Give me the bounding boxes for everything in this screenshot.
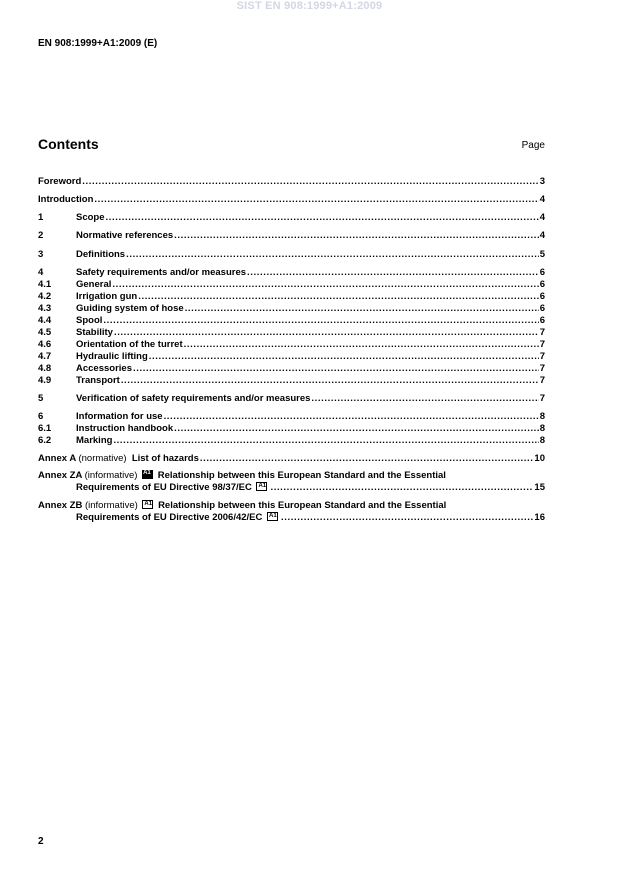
- toc-entry-orientation-turret[interactable]: [38, 339, 545, 350]
- amendment-end-marker-icon: A1: [258, 483, 267, 489]
- annex-type: (informative): [84, 500, 138, 511]
- toc-number: 2: [38, 230, 44, 241]
- annex-prefix: Annex A: [38, 453, 76, 464]
- toc-title: Instruction handbook: [76, 423, 174, 434]
- toc-entry-normative-references[interactable]: [38, 230, 545, 241]
- toc-entry-instruction-handbook[interactable]: [38, 423, 545, 434]
- toc-page: 6: [539, 267, 545, 278]
- toc-leader: [174, 423, 539, 434]
- toc-number: 6.1: [38, 423, 52, 434]
- amendment-end-marker-icon: A1: [269, 513, 277, 519]
- toc-number: 5: [38, 393, 44, 404]
- amendment-start-marker-icon: A1: [142, 470, 153, 479]
- watermark: SIST EN 908:1999+A1:2009: [236, 0, 383, 12]
- annex-heading: [38, 453, 199, 464]
- page-number: 2: [38, 836, 44, 847]
- toc-entry-irrigation-gun[interactable]: [38, 291, 545, 302]
- toc-leader: [311, 393, 538, 404]
- toc-leader: [112, 279, 538, 290]
- toc-page: 7: [539, 351, 545, 362]
- toc-entry-foreword[interactable]: [38, 176, 545, 187]
- toc-entry-transport[interactable]: [38, 375, 545, 386]
- annex-type: (informative): [84, 470, 138, 481]
- toc-page: 6: [539, 315, 545, 326]
- toc-page: 10: [534, 453, 545, 464]
- toc-entry-spool[interactable]: [38, 315, 545, 326]
- annex-title: Relationship between this European Standard and the Essential: [157, 470, 446, 481]
- toc-number: 4.1: [38, 279, 52, 290]
- toc-title: Normative references: [76, 230, 174, 241]
- toc-title: Safety requirements and/or measures: [76, 267, 247, 278]
- toc-entry-introduction[interactable]: [38, 194, 545, 205]
- annex-prefix: Annex ZA: [38, 470, 82, 481]
- toc-page: 5: [539, 249, 545, 260]
- toc-title: Foreword: [38, 176, 82, 187]
- toc-page: 16: [534, 512, 545, 523]
- toc-page: 15: [534, 482, 545, 493]
- amendment-start-marker-icon: A1: [144, 501, 153, 507]
- toc-number: 6: [38, 411, 44, 422]
- toc-entry-annex-zb-line1[interactable]: [38, 500, 446, 511]
- toc-entry-annex-zb-line2[interactable]: [38, 512, 545, 523]
- toc-entry-stability[interactable]: [38, 327, 545, 338]
- document-id: EN 908:1999+A1:2009 (E): [38, 38, 158, 49]
- toc-leader: [281, 512, 533, 523]
- toc-title: Orientation of the turret: [76, 339, 183, 350]
- toc-page: 7: [539, 375, 545, 386]
- toc-title: Irrigation gun: [76, 291, 138, 302]
- toc-title: Accessories: [76, 363, 132, 374]
- toc-page: 8: [539, 411, 545, 422]
- toc-entry-annex-za-line1[interactable]: [38, 470, 446, 481]
- toc-page: 4: [539, 230, 545, 241]
- toc-entry-verification[interactable]: [38, 393, 545, 404]
- toc-number: 6.2: [38, 435, 52, 446]
- annex-title-cont: Requirements of EU Directive 98/37/EC A1: [76, 482, 267, 493]
- toc-number: 4.6: [38, 339, 52, 350]
- toc-leader: [103, 315, 538, 326]
- toc-number: 1: [38, 212, 44, 223]
- toc-page: 6: [539, 303, 545, 314]
- toc-number: 4.5: [38, 327, 52, 338]
- toc-title: Introduction: [38, 194, 94, 205]
- toc-number: 4.7: [38, 351, 52, 362]
- toc-number: 4: [38, 267, 44, 278]
- toc-leader: [121, 375, 539, 386]
- annex-type: (normative): [78, 453, 127, 464]
- toc-entry-scope[interactable]: [38, 212, 545, 223]
- toc-leader: [113, 435, 538, 446]
- toc-number: 3: [38, 249, 44, 260]
- toc-number: 4.3: [38, 303, 52, 314]
- toc-leader: [94, 194, 538, 205]
- toc-title: Guiding system of hose: [76, 303, 184, 314]
- toc-title: Verification of safety requirements and/or measures: [76, 393, 311, 404]
- toc-page: 6: [539, 279, 545, 290]
- toc-page: 3: [539, 176, 545, 187]
- toc-leader: [106, 212, 539, 223]
- toc-page: 4: [539, 194, 545, 205]
- annex-title: Relationship between this European Standard and the Essential: [158, 500, 447, 511]
- toc-entry-annex-za-line2[interactable]: [38, 482, 545, 493]
- toc-leader: [114, 327, 539, 338]
- toc-entry-general[interactable]: [38, 279, 545, 290]
- toc-leader: [185, 303, 539, 314]
- annex-prefix: Annex ZB: [38, 500, 83, 511]
- toc-page: 8: [539, 435, 545, 446]
- annex-title: List of hazards: [131, 453, 199, 464]
- contents-title: Contents: [38, 136, 99, 152]
- annex-title-cont: Requirements of EU Directive 2006/42/EC A1: [76, 512, 277, 523]
- toc-number: 4.2: [38, 291, 52, 302]
- toc-leader: [174, 230, 539, 241]
- toc-title: Stability: [76, 327, 113, 338]
- toc-page: 6: [539, 291, 545, 302]
- toc-page: 4: [539, 212, 545, 223]
- toc-number: 4.4: [38, 315, 52, 326]
- toc-number: 4.9: [38, 375, 52, 386]
- toc-leader: [164, 411, 539, 422]
- toc-page: 7: [539, 327, 545, 338]
- toc-leader: [149, 351, 539, 362]
- toc-leader: [126, 249, 539, 260]
- toc-title: Transport: [76, 375, 120, 386]
- toc-leader: [133, 363, 539, 374]
- toc-entry-guiding-system[interactable]: [38, 303, 545, 314]
- toc-title: Scope: [76, 212, 105, 223]
- toc-leader: [270, 482, 533, 493]
- toc-entry-information-for-use[interactable]: [38, 411, 545, 422]
- toc-number: 4.8: [38, 363, 52, 374]
- toc-page: 8: [539, 423, 545, 434]
- toc-entry-safety-requirements[interactable]: [38, 267, 545, 278]
- toc-page: 7: [539, 339, 545, 350]
- toc-leader: [138, 291, 538, 302]
- toc-leader: [82, 176, 538, 187]
- toc-leader: [184, 339, 539, 350]
- toc-page: 7: [539, 363, 545, 374]
- toc-title: Marking: [76, 435, 113, 446]
- toc-title: General: [76, 279, 112, 290]
- toc-entry-accessories[interactable]: [38, 363, 545, 374]
- toc-title: Hydraulic lifting: [76, 351, 148, 362]
- toc-title: Spool: [76, 315, 103, 326]
- toc-entry-hydraulic-lifting[interactable]: [38, 351, 545, 362]
- toc-leader: [200, 453, 534, 464]
- toc-leader: [247, 267, 539, 278]
- toc-entry-definitions[interactable]: [38, 249, 545, 260]
- toc-title: Information for use: [76, 411, 163, 422]
- toc-title: Definitions: [76, 249, 126, 260]
- toc-page: 7: [539, 393, 545, 404]
- toc-entry-annex-a[interactable]: [38, 453, 545, 464]
- toc-entry-marking[interactable]: [38, 435, 545, 446]
- page-column-label: Page: [521, 140, 545, 151]
